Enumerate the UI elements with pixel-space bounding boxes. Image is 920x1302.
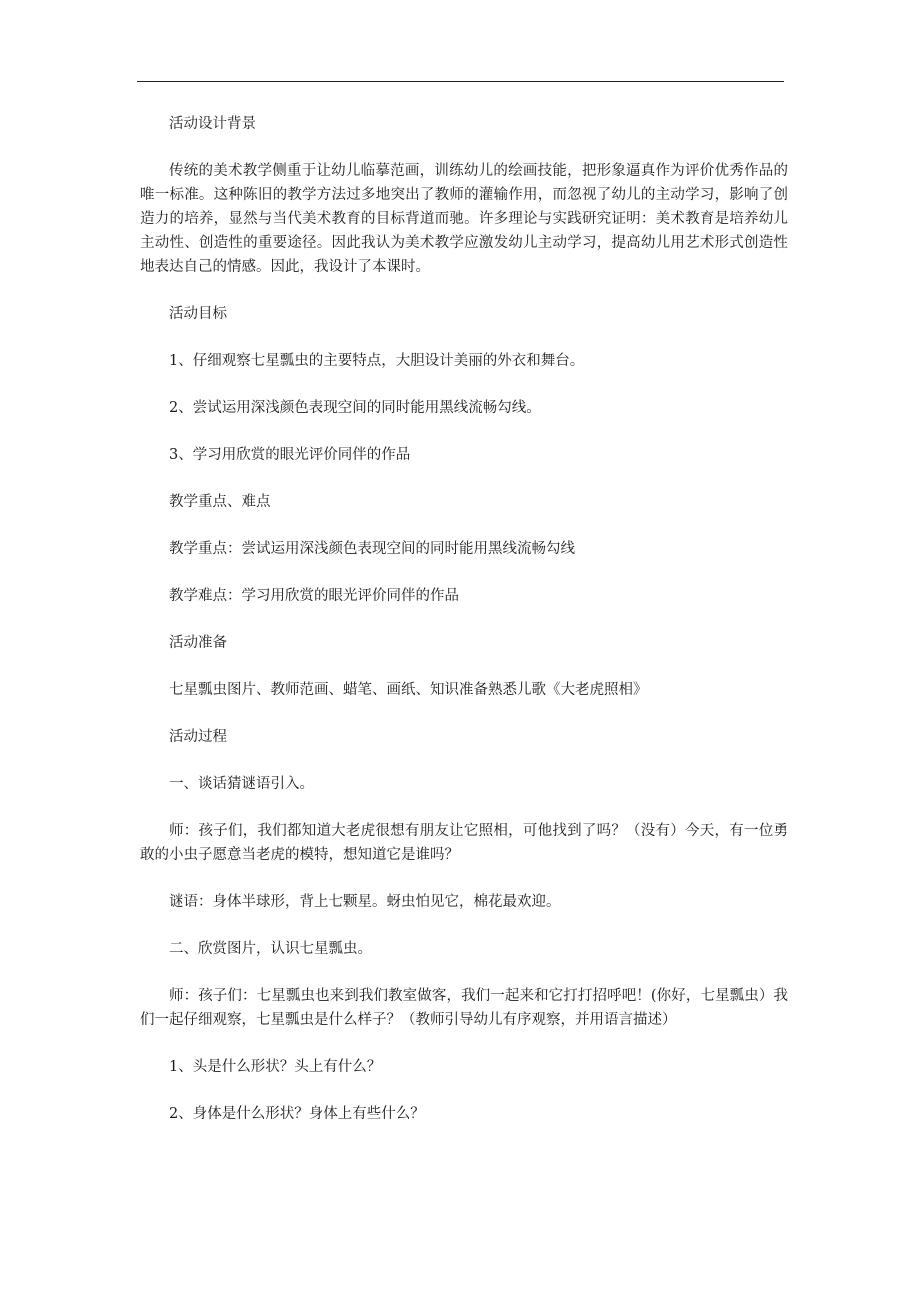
section-heading-key-points: 教学重点、难点 [169,494,271,510]
riddle: 谜语：身体半球形，背上七颗星。蚜虫怕见它，棉花最欢迎。 [169,894,561,910]
section-heading-process: 活动过程 [169,729,227,745]
goal-item-1: 1、仔细观察七星瓢虫的主要特点，大胆设计美丽的外衣和舞台。 [169,353,585,369]
teacher-dialogue-1: 师：孩子们，我们都知道大老虎很想有朋友让它照相，可他找到了吗？（没有）今天，有一位勇敢的小虫子愿意当老虎的模特，想知道它是谁吗？ [140,823,788,863]
preparation-list: 七星瓢虫图片、教师范画、蜡笔、画纸、知识准备熟悉儿歌《大老虎照相》 [169,682,648,698]
document-body [140,112,788,1149]
question-1: 1、头是什么形状？头上有什么？ [169,1059,382,1075]
goal-item-3: 3、学习用欣赏的眼光评价同伴的作品 [169,447,411,463]
section-heading-preparation: 活动准备 [169,635,227,651]
process-step-1-heading: 一、谈话猜谜语引入。 [169,776,314,792]
process-step-2-heading: 二、欣赏图片，认识七星瓢虫。 [169,941,372,957]
paragraph-background: 传统的美术教学侧重于让幼儿临摹范画，训练幼儿的绘画技能，把形象逼真作为评价优秀作品的唯一标准。这种陈旧的教学方法过多地突出了教师的灌输作用，而忽视了幼儿的主动学习，影响了创造力的培养，显然与当代美术教育的目标背道而驰。许多理论与实践研究证明：美术教育是培养幼儿主动性、创造性的重要途径。因此我认为美术教学应激发幼儿主动学习，提高幼儿用艺术形式创造性地表达自己的情感。因此，我设计了本课时。 [140,163,788,275]
question-2: 2、身体是什么形状？身体上有些什么？ [169,1106,425,1122]
key-point: 教学重点：尝试运用深浅颜色表现空间的同时能用黑线流畅勾线 [169,541,575,557]
section-heading-goals: 活动目标 [169,306,227,322]
difficult-point: 教学难点：学习用欣赏的眼光评价同伴的作品 [169,588,459,604]
goal-item-2: 2、尝试运用深浅颜色表现空间的同时能用黑线流畅勾线。 [169,400,541,416]
teacher-dialogue-2: 师：孩子们：七星瓢虫也来到我们教室做客，我们一起来和它打打招呼吧！(你好，七星瓢虫）我们一起仔细观察，七星瓢虫是什么样子？（教师引导幼儿有序观察，并用语言描述） [140,988,788,1028]
header-rule [137,81,784,82]
section-heading-background: 活动设计背景 [169,116,256,132]
